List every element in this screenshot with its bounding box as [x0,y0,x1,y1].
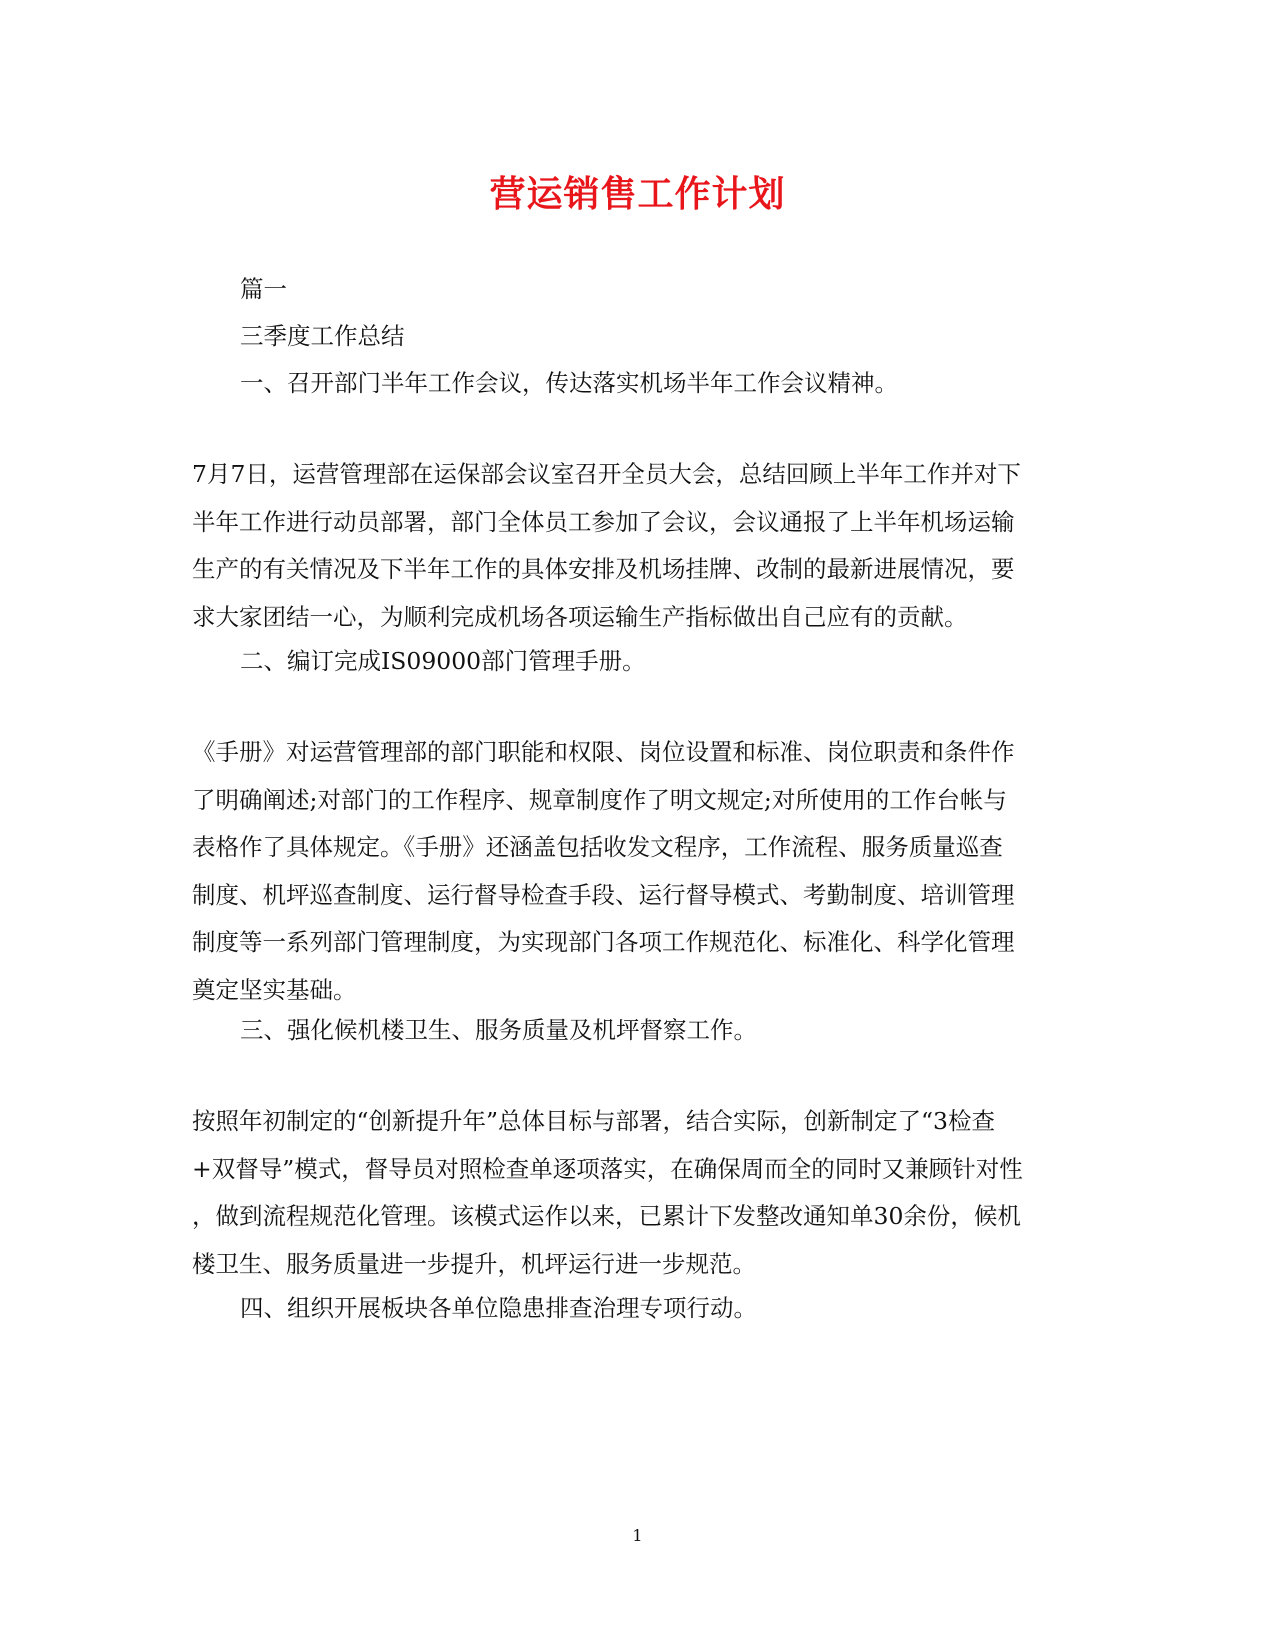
paragraph-manual [192,729,1080,1014]
paragraph-line: 二、编订完成IS09000部门管理手册。 [240,647,646,675]
page-number: 1 [632,1526,643,1545]
paragraph-line: 按照年初制定的“创新提升年”总体目标与部署，结合实际，创新制定了“3检查 [192,1107,995,1135]
section-heading [192,266,1080,314]
paragraph-line: 表格作了具体规定。《手册》还涵盖包括收发文程序，工作流程、服务质量巡查 [192,833,1003,861]
paragraph-inspection [192,1098,1080,1288]
paragraph-line: ，做到流程规范化管理。该模式运作以来，已累计下发整改通知单30余份，候机 [192,1202,1021,1230]
paragraph-line: 三季度工作总结 [240,322,405,350]
paragraph-line: 制度、机坪巡查制度、运行督导检查手段、运行督导模式、考勤制度、培训管理 [192,880,1015,909]
paragraph-line: 篇一 [240,275,287,303]
paragraph-line: +双督导”模式，督导员对照检查单逐项落实，在确保周而全的同时又兼顾针对性 [192,1154,1023,1183]
paragraph-line: 一、召开部门半年工作会议，传达落实机场半年工作会议精神。 [240,369,898,397]
paragraph-line: 《手册》对运营管理部的部门职能和权限、岗位设置和标准、岗位职责和条件作 [192,738,1015,766]
paragraph-line: 求大家团结一心，为顺利完成机场各项运输生产指标做出自己应有的贡献。 [192,602,968,631]
paragraph-line: 四、组织开展板块各单位隐患排查治理专项行动。 [240,1294,757,1322]
heading-item-1 [192,360,1080,408]
paragraph-line: 奠定坚实基础。 [192,975,357,1004]
paragraph-line: 三、强化候机楼卫生、服务质量及机坪督察工作。 [240,1016,757,1044]
document-title: 营运销售工作计划 [489,173,786,215]
paragraph-line: 生产的有关情况及下半年工作的具体安排及机场挂牌、改制的最新进展情况，要 [192,555,1015,583]
subtitle [192,313,1080,361]
heading-item-4 [192,1285,1080,1333]
paragraph-line: 了明确阐述;对部门的工作程序、规章制度作了明文规定;对所使用的工作台帐与 [192,785,1007,814]
heading-item-2 [192,638,1080,686]
paragraph-line: 制度等一系列部门管理制度，为实现部门各项工作规范化、标准化、科学化管理 [192,928,1015,956]
paragraph-meeting [192,451,1080,641]
paragraph-line: 半年工作进行动员部署，部门全体员工参加了会议，会议通报了上半年机场运输 [192,507,1015,536]
paragraph-line: 楼卫生、服务质量进一步提升，机坪运行进一步规范。 [192,1249,756,1278]
heading-item-3 [192,1007,1080,1055]
paragraph-line: 7月7日，运营管理部在运保部会议室召开全员大会，总结回顾上半年工作并对下 [192,460,1021,488]
